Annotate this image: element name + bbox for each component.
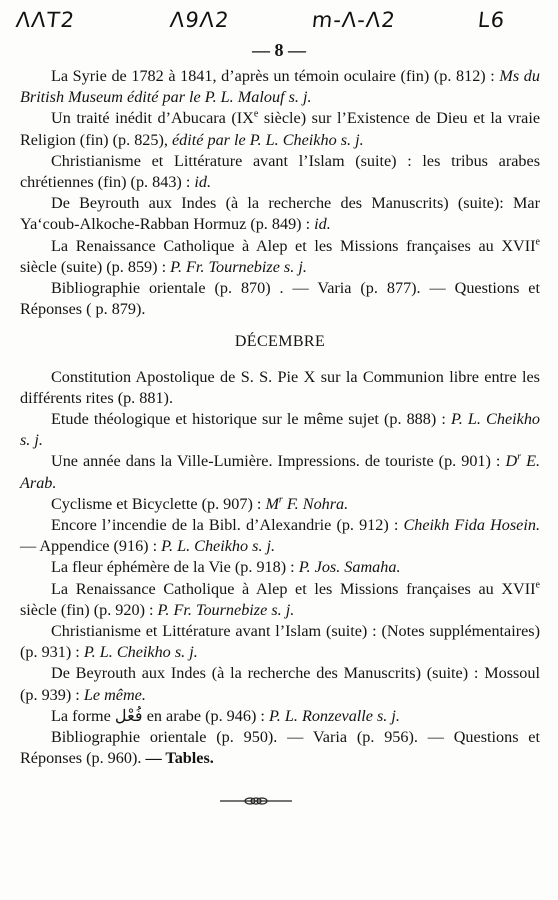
entry-text: siècle (suite) (p. 859) :	[20, 257, 171, 276]
handwritten-mark: m-Λ-Λ2	[310, 8, 397, 32]
entry-text: Cyclisme et Bicyclette (p. 907) :	[51, 494, 266, 513]
entry-text: siècle) sur l’Existence de Dieu et la vraie Religion (fin) (p. 825),	[20, 109, 540, 149]
entry-text: La fleur éphémère de la Vie (p. 918) :	[51, 558, 299, 577]
toc-entry	[20, 367, 540, 409]
table-of-contents	[20, 66, 540, 770]
toc-entry	[20, 151, 540, 193]
entry-text: La Renaissance Catholique à Alep et les Missions françaises au XVII	[51, 236, 536, 255]
entry-text: Christianisme et Littérature avant l’Islam (suite) : (Notes supplémentaires) (p. 931) :	[20, 622, 540, 662]
ornament-divider	[220, 796, 292, 806]
entry-text: Une année dans la Ville-Lumière. Impressions. de touriste (p. 901) :	[51, 452, 506, 471]
entry-text: édité par le P. L. Cheikho s. j.	[171, 130, 364, 149]
toc-entry	[20, 108, 540, 150]
toc-entry	[20, 579, 540, 621]
entry-text: en arabe (p. 946) :	[142, 706, 269, 725]
toc-entry	[20, 663, 540, 705]
entry-text: Bibliographie orientale (p. 870) . — Varia (p. 877). — Questions et Réponses ( p. 879).	[20, 279, 540, 319]
entry-text: E. Arab.	[20, 452, 540, 492]
entry-text: Ms du British Museum édité par le P. L. Malouf s. j.	[20, 67, 540, 107]
entry-text: e	[535, 236, 540, 248]
entry-text: De Beyrouth aux Indes (à la recherche des Manuscrits) (suite) : Mossoul (p. 939) :	[20, 664, 540, 704]
entry-text: La Syrie de 1782 à 1841, d’après un témoin oculaire (fin) (p. 812) :	[51, 67, 500, 85]
toc-entry	[20, 706, 540, 727]
entry-text: P. Fr. Tournebize s. j.	[157, 600, 295, 619]
entry-text: La forme	[51, 706, 115, 725]
entry-text: P. Fr. Tournebize s. j.	[170, 257, 307, 276]
entry-text: P. L. Ronzevalle s. j.	[268, 706, 400, 725]
toc-entry	[20, 409, 540, 451]
toc-entry	[20, 494, 540, 515]
entry-text: فُعْل	[114, 706, 143, 725]
toc-entry	[20, 278, 540, 320]
entry-text: r	[517, 452, 522, 464]
handwritten-mark: Λ9Λ2	[168, 8, 231, 32]
entry-text: De Beyrouth aux Indes (à la recherche des Manuscrits) (suite): Mar Ya‘coub-Alkoche-Rabban Hormuz (p. 849) :	[20, 194, 540, 234]
entry-text: P. L. Cheikho s. j.	[83, 643, 198, 662]
entry-text: La Renaissance Catholique à Alep et les Missions françaises au XVII	[51, 579, 536, 598]
entry-text: e	[535, 579, 540, 591]
entry-text: M	[265, 494, 279, 513]
entry-text: P. L. Cheikho s. j.	[161, 537, 276, 556]
toc-entry	[20, 515, 540, 557]
entry-text: e	[253, 109, 259, 121]
entry-text: Christianisme et Littérature avant l’Islam (suite) : les tribus arabes chrétiennes (fin) (p. 843) :	[20, 151, 540, 192]
handwritten-mark: L6	[476, 8, 507, 32]
toc-entry	[20, 66, 540, 108]
entry-text: Encore l’incendie de la Bibl. d’Alexandrie (p. 912) :	[51, 516, 404, 535]
toc-entry	[20, 727, 540, 769]
entry-text: Cheikh Fida Hosein.	[403, 516, 540, 535]
page-number: — 8 —	[252, 40, 306, 60]
entry-text: id.	[314, 215, 331, 234]
entry-text: D	[505, 452, 518, 471]
entry-text: P. Jos. Samaha.	[298, 558, 401, 577]
entry-text: F. Nohra.	[282, 494, 349, 513]
entry-text: siècle (fin) (p. 920) :	[20, 600, 158, 619]
entry-text: Le même.	[83, 685, 146, 704]
toc-entry	[20, 193, 540, 235]
entry-list-december	[20, 367, 540, 770]
handwritten-mark: ΛΛΤ2	[14, 8, 77, 32]
entry-text: Bibliographie orientale (p. 950). — Varia (p. 956). — Questions et Réponses (p. 960).	[20, 728, 540, 768]
toc-entry	[20, 451, 540, 493]
entry-text: P. L. Cheikho s. j.	[20, 410, 541, 450]
entry-list-november	[20, 66, 540, 320]
entry-text: — Appendice (916) :	[20, 537, 162, 556]
entry-text: r	[278, 494, 283, 506]
section-heading: DÉCEMBRE	[234, 333, 326, 351]
entry-text: — Tables.	[145, 749, 214, 768]
entry-text: id.	[194, 173, 212, 192]
entry-text: Etude théologique et historique sur le même sujet (p. 888) :	[51, 410, 451, 429]
toc-entry	[20, 621, 540, 663]
toc-entry	[20, 557, 540, 578]
toc-entry	[20, 236, 540, 278]
entry-text: Constitution Apostolique de S. S. Pie X sur la Communion libre entre les différents rites (p. 881).	[20, 367, 540, 407]
entry-text: Un traité inédit d’Abucara (IX	[51, 109, 254, 128]
